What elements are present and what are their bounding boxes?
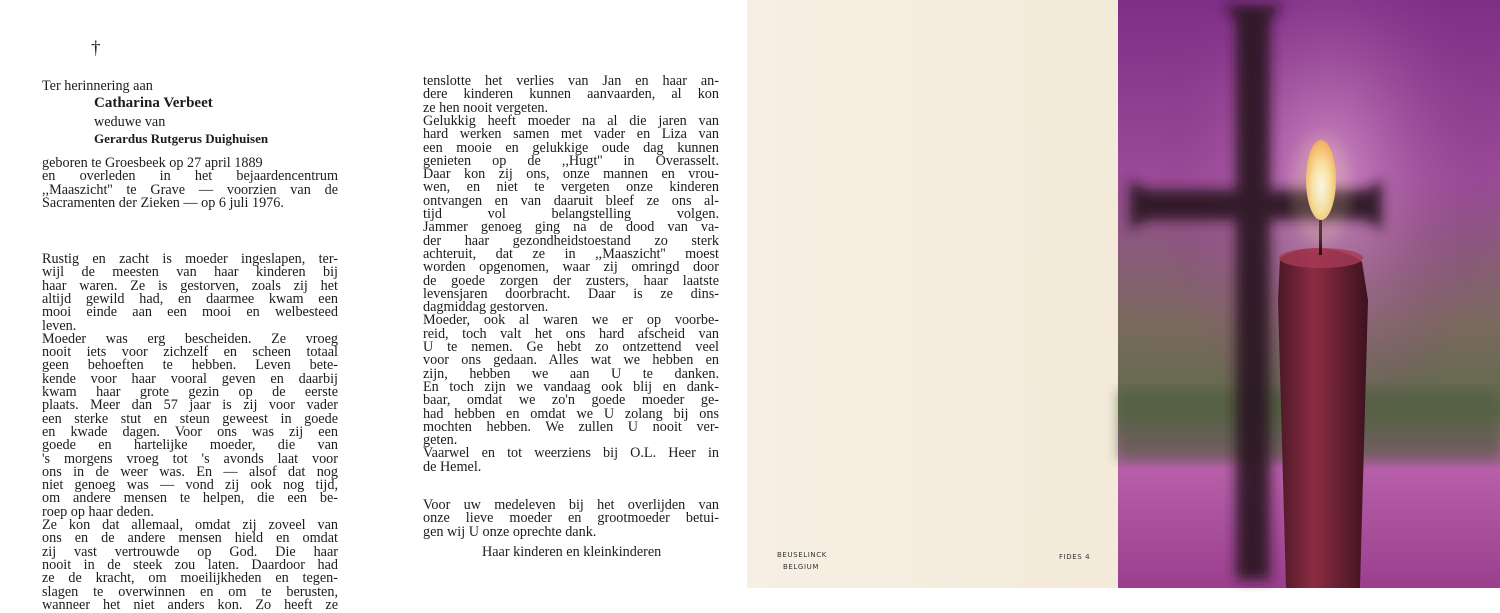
text-line: Ze kon dat allemaal, omdat zij zoveel van <box>42 517 338 533</box>
text-line: genieten op de ,,Hugt'' in Overasselt. <box>423 152 719 169</box>
text-line: wen, en niet te vergeten onze kinderen <box>423 179 719 196</box>
text-line: dere kinderen kunnen aanvaarden, al kon <box>423 86 719 103</box>
text-line: Voor uw medeleven bij het overlijden van <box>423 497 719 513</box>
text-line: ons en de andere mensen hield en omdat <box>42 530 338 547</box>
card-panel-middle <box>375 0 747 588</box>
card-back-panel <box>747 0 1118 588</box>
card-panel-left <box>0 0 375 613</box>
text-line: kwam haar grote gezin op de eerste <box>42 384 338 400</box>
text-line: haar waren. Ze is gestorven, zoals zij het <box>42 277 338 294</box>
text-line: plaats. Meer dan 57 jaar is zij voor vader <box>42 397 338 414</box>
text-line: gen wij U onze oprechte dank. <box>423 523 597 540</box>
text-line: Daar kon zij ons, onze mannen en vrou- <box>423 166 719 183</box>
text-line: ,,Maaszicht'' te Grave — voorzien van de <box>42 181 338 198</box>
text-line: levensjaren doorbracht. Daar is ze dins- <box>423 285 719 302</box>
text-line: en overleden in het bejaardencentrum <box>42 168 338 185</box>
text-line: leven. <box>42 317 77 334</box>
photo-panel <box>1118 0 1500 588</box>
text-line: de Hemel. <box>423 458 482 475</box>
card-code: FIDES 4 <box>1059 553 1091 561</box>
text-line: geboren te Groesbeek op 27 april 1889 <box>42 155 263 171</box>
text-line: Vaarwel en tot weerziens bij O.L. Heer in <box>423 445 719 462</box>
text-line: worden opgenomen, waar zij omringd door <box>423 259 719 276</box>
text-line: een mooie en gelukkige oude dag kunnen <box>423 139 719 156</box>
text-line: Moeder, ook al waren we er op voorbe- <box>423 312 719 329</box>
text-line: niet genoeg was — vond zij ook nog tijd, <box>42 477 338 494</box>
text-line: dagmiddag gestorven. <box>423 299 549 316</box>
text-line: Moeder was erg bescheiden. Ze vroeg <box>42 330 338 347</box>
text-line: U te nemen. Ge hebt zo ontzettend veel <box>423 339 719 355</box>
text-line: de goede zorgen der zusters, haar laatste <box>423 272 719 289</box>
text-line: wanneer het niet anders kon. Zo heeft ze <box>42 596 338 613</box>
text-line: En toch zijn we vandaag ook blij en dank- <box>423 378 719 395</box>
widow-label: weduwe van <box>94 114 166 130</box>
text-line: kende voor haar vooral geven en daarbij <box>42 370 338 387</box>
text-line: een sterke stut en steun geweest in goede <box>42 410 338 427</box>
text-line: 's morgens vroeg tot 's avonds laat voor <box>42 450 338 467</box>
text-line: om andere mensen te helpen, die een be- <box>42 490 338 507</box>
candle-cross-photo-icon <box>1118 0 1500 588</box>
text-line: altijd gewild had, en daarmee kwam een <box>42 290 338 307</box>
text-line: slagen te overwinnen en om te berusten, <box>42 583 338 600</box>
text-line: ze hen nooit vergeten. <box>423 99 549 116</box>
text-line: reid, toch valt het ons hard afscheid van <box>423 325 719 342</box>
text-line: Sacramenten der Zieken — op 6 juli 1976. <box>42 194 284 211</box>
text-line: had hebben en omdat we U zolang bij ons <box>423 405 719 422</box>
text-line: tijd vol belangstelling volgen. <box>423 206 719 222</box>
text-line: ons in de weer was. En — alsof dat nog <box>42 463 338 480</box>
text-line: wijl de meesten van haar kinderen bij <box>42 264 338 281</box>
text-line: geen behoeften te hebben. Leven bete- <box>42 357 338 374</box>
text-line: tenslotte het verlies van Jan en haar an- <box>423 73 719 89</box>
signature-text: Haar kinderen en kleinkinderen <box>482 544 662 560</box>
text-line: Jammer genoeg ging na de dood van va- <box>423 219 719 236</box>
printer-name: BEUSELINCK <box>777 551 827 559</box>
text-line: goede en hartelijke moeder, die van <box>42 437 338 454</box>
text-line: der haar gezondheidstoestand zo sterk <box>423 232 719 249</box>
cross-icon: † <box>91 38 101 59</box>
text-line: Gelukkig heeft moeder na al die jaren van <box>423 112 719 129</box>
text-line: nooit in de steek zou laten. Daardoor had <box>42 556 338 573</box>
text-line: geten. <box>423 432 458 449</box>
text-line: nooit iets voor zichzelf en scheen totaal <box>42 344 338 361</box>
text-line: zijn, hebben we aan U te danken. <box>423 365 719 382</box>
intro-text: Ter herinnering aan <box>42 78 153 94</box>
text-line: voor ons gedaan. Alles wat we hebben en <box>423 352 719 369</box>
text-line: zij vast vertrouwde op God. Die haar <box>42 543 338 560</box>
text-line: achteruit, dat ze in ,,Maaszicht'' moest <box>423 245 719 262</box>
text-line: mochten hebben. We zullen U nooit ver- <box>423 418 719 435</box>
text-line: baar, omdat we zo'n goede moeder ge- <box>423 392 719 409</box>
text-line: hard werken samen met vader en Liza van <box>423 126 719 143</box>
text-line: mooi einde aan een mooi en welbesteed <box>42 304 338 321</box>
text-line: roep op haar deden. <box>42 503 154 520</box>
deceased-name: Catharina Verbeet <box>94 95 213 111</box>
text-line: onze lieve moeder en grootmoeder betui- <box>423 510 719 527</box>
text-line: ze de kracht, om moeilijkheden en tegen- <box>42 570 338 587</box>
text-line: ontvangen en van daaruit bleef ze ons al- <box>423 192 719 209</box>
text-line: Rustig en zacht is moeder ingeslapen, ter- <box>42 251 338 267</box>
husband-name: Gerardus Rutgerus Duighuisen <box>94 131 269 146</box>
text-line: en kwade dagen. Voor ons was zij een <box>42 423 338 440</box>
printer-country: BELGIUM <box>783 563 819 571</box>
